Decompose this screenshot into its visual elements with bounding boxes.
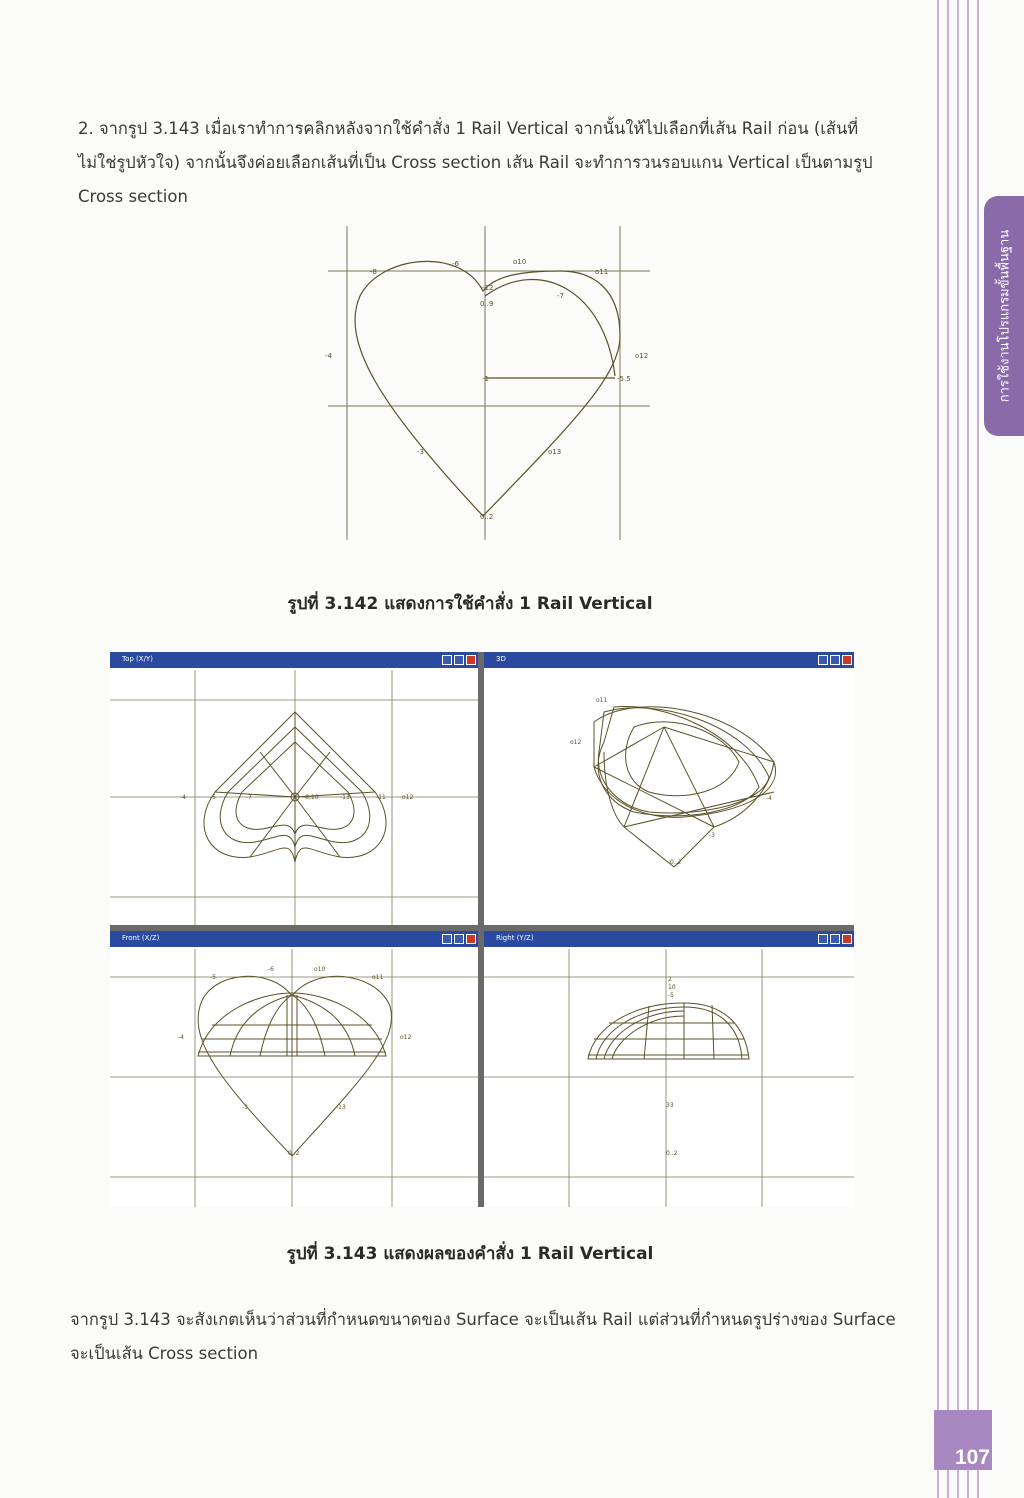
figure-viewports [110, 652, 854, 1207]
svg-text:33: 33 [666, 1102, 674, 1109]
svg-text:-5: -5 [210, 794, 216, 801]
svg-text:-4: -4 [178, 1034, 184, 1041]
minimize-button[interactable] [442, 934, 452, 944]
conclusion-paragraph: จากรูป 3.143 จะสังเกตเห็นว่าส่วนที่กำหนดขนาดของ Surface จะเป็นเส้น Rail แต่ส่วนที่กำหนดรูปร่างของ Surface จะเป็นเส้น Cross section [70, 1310, 896, 1363]
svg-text:0..9: 0..9 [480, 300, 494, 308]
svg-text:2: 2 [668, 976, 672, 983]
svg-text:-3: -3 [242, 1104, 248, 1111]
svg-text:-4: -4 [325, 352, 332, 360]
close-button[interactable] [842, 655, 852, 665]
svg-text:-1: -1 [482, 375, 489, 383]
figure2-caption: รูปที่ 3.143 แสดงผลของคำสั่ง 1 Rail Vertical [286, 1244, 654, 1264]
svg-text:-8,10: -8,10 [303, 794, 319, 801]
viewport-title: Right (Y/Z) [496, 934, 534, 942]
intro-paragraph: 2. จากรูป 3.143 เมื่อเราทำการคลิกหลังจากใช้คำสั่ง 1 Rail Vertical จากนั้นให้ไปเลือกที่เส้น Rail ก่อน (เส้นที่ไม่ใช่รูปหัวใจ) จากนั้นจึงค่อยเลือกเส้นที่เป็น Cross section เส้น Rail จะทำการวนรอบแกน Vertical เป็นตามรูป Cross section [78, 119, 873, 206]
rail-curve [485, 279, 615, 376]
svg-text:o10: o10 [314, 966, 326, 973]
svg-text:-12: -12 [482, 284, 494, 292]
minimize-button[interactable] [442, 655, 452, 665]
close-button[interactable] [466, 934, 476, 944]
svg-text:-5: -5 [668, 992, 674, 999]
svg-text:o12: o12 [402, 794, 414, 801]
chapter-tab [984, 196, 1024, 436]
svg-text:-3: -3 [709, 832, 715, 839]
close-button[interactable] [466, 655, 476, 665]
svg-text:o11: o11 [372, 974, 384, 981]
svg-text:-6: -6 [268, 966, 274, 973]
viewport-3d[interactable] [484, 652, 854, 925]
close-button[interactable] [842, 934, 852, 944]
svg-text:-11: -11 [376, 794, 386, 801]
viewport-title: Front (X/Z) [122, 934, 160, 942]
svg-text:-13: -13 [336, 1104, 346, 1111]
svg-text:o12: o12 [570, 739, 582, 746]
svg-text:-7: -7 [557, 292, 564, 300]
viewport-title: Top (X/Y) [122, 655, 153, 663]
svg-text:o12: o12 [400, 1034, 412, 1041]
figure-heart-rail [320, 226, 660, 544]
page-number: 107 [954, 1446, 990, 1469]
svg-text:o12: o12 [635, 352, 649, 360]
svg-text:0..2: 0..2 [670, 859, 682, 866]
maximize-button[interactable] [830, 655, 840, 665]
svg-text:o11: o11 [595, 268, 609, 276]
minimize-button[interactable] [818, 655, 828, 665]
svg-text:o10: o10 [513, 258, 527, 266]
page-number-box [934, 1410, 992, 1470]
maximize-button[interactable] [830, 934, 840, 944]
svg-text:0..2: 0..2 [480, 513, 494, 521]
viewport-title: 3D [496, 655, 506, 663]
svg-text:-6: -6 [452, 260, 459, 268]
svg-text:-13: -13 [340, 794, 350, 801]
svg-text:-5.5: -5.5 [617, 375, 631, 383]
chapter-tab-label: การใช้งานโปรแกรมขั้นพื้นฐาน [997, 229, 1013, 403]
svg-text:-7: -7 [246, 794, 252, 801]
maximize-button[interactable] [454, 655, 464, 665]
svg-text:-8: -8 [370, 268, 377, 276]
svg-text:10: 10 [668, 984, 676, 991]
figure1-caption: รูปที่ 3.142 แสดงการใช้คำสั่ง 1 Rail Vertical [287, 594, 653, 614]
svg-text:o11: o11 [596, 697, 608, 704]
viewport-top[interactable] [110, 652, 478, 925]
viewport-front[interactable] [110, 931, 478, 1207]
viewport-right[interactable] [484, 931, 854, 1207]
svg-text:0..2: 0..2 [666, 1150, 678, 1157]
svg-text:-4: -4 [180, 794, 186, 801]
maximize-button[interactable] [454, 934, 464, 944]
svg-text:0..2: 0..2 [288, 1150, 300, 1157]
svg-text:o13: o13 [548, 448, 562, 456]
svg-text:-4: -4 [766, 795, 772, 802]
minimize-button[interactable] [818, 934, 828, 944]
svg-text:-5: -5 [210, 974, 216, 981]
svg-text:-3: -3 [417, 448, 424, 456]
